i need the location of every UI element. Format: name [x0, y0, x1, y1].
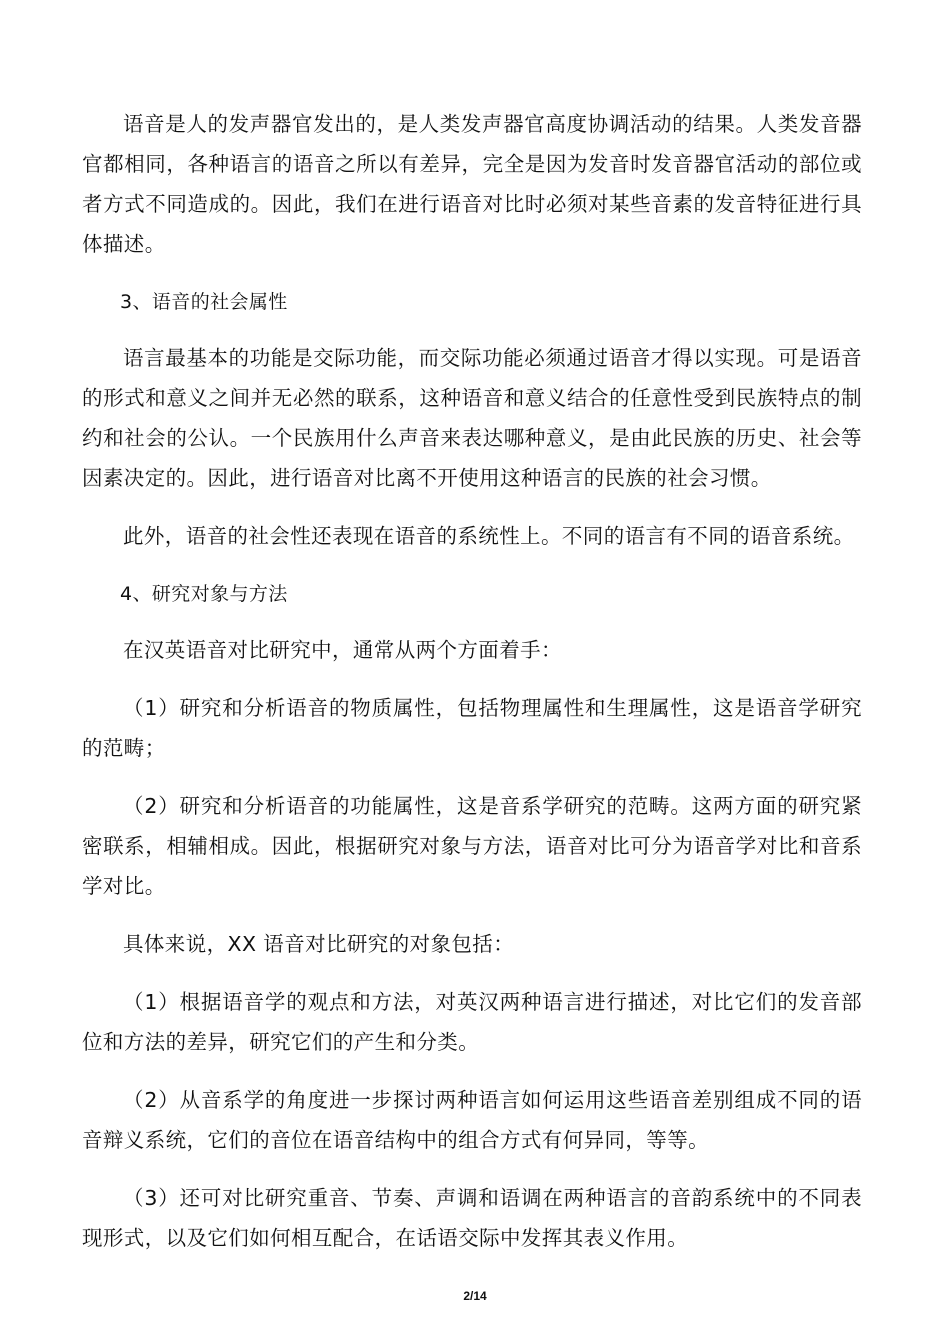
- section-heading-4: 4、研究对象与方法: [120, 583, 288, 605]
- list-item-prosody: （3）还可对比研究重音、节奏、声调和语调在两种语言的音韵系统中的不同表现形式，以及它们如何相互配合，在话语交际中发挥其表义作用。: [82, 1186, 862, 1250]
- paragraph-objects-intro: 具体来说，XX 语音对比研究的对象包括：: [123, 932, 515, 956]
- list-item-functional: （2）研究和分析语音的功能属性，这是音系学研究的范畴。这两方面的研究紧密联系，相辅相成。因此，根据研究对象与方法，语音对比可分为语音学对比和音系学对比。: [82, 794, 862, 898]
- list-item-physical: （1）研究和分析语音的物质属性，包括物理属性和生理属性，这是语音学研究的范畴；: [82, 696, 862, 760]
- list-item-phonetics: （1）根据语音学的观点和方法，对英汉两种语言进行描述，对比它们的发音部位和方法的差异，研究它们的产生和分类。: [82, 990, 862, 1054]
- paragraph-systematicity: 此外，语音的社会性还表现在语音的系统性上。不同的语言有不同的语音系统。: [123, 524, 855, 548]
- section-heading-3: 3、语音的社会属性: [120, 291, 288, 313]
- document-body: [82, 104, 862, 1276]
- page-number: 2/14: [463, 1289, 487, 1303]
- paragraph-articulation: 语音是人的发声器官发出的，是人类发声器官高度协调活动的结果。人类发音器官都相同，各种语言的语音之所以有差异，完全是因为发音时发音器官活动的部位或者方式不同造成的。因此，我们在进行语音对比时必须对某些音素的发音特征进行具体描述。: [82, 112, 862, 256]
- paragraph-intro: 在汉英语音对比研究中，通常从两个方面着手：: [123, 638, 562, 662]
- list-item-phonology: （2）从音系学的角度进一步探讨两种语言如何运用这些语音差别组成不同的语音辩义系统，它们的音位在语音结构中的组合方式有何异同，等等。: [82, 1088, 862, 1152]
- paragraph-social-function: 语言最基本的功能是交际功能，而交际功能必须通过语音才得以实现。可是语音的形式和意义之间并无必然的联系，这种语音和意义结合的任意性受到民族特点的制约和社会的公认。一个民族用什么声音来表达哪种意义，是由此民族的历史、社会等因素决定的。因此，进行语音对比离不开使用这种语言的民族的社会习惯。: [82, 346, 862, 490]
